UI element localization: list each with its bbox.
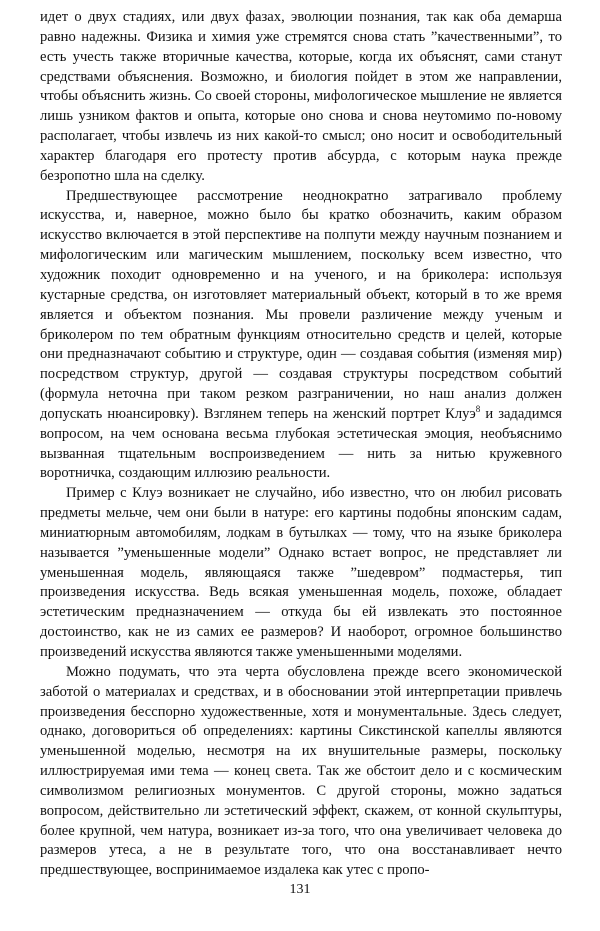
page-text [40,8,562,881]
paragraph-continued: идет о двух стадиях, или двух фазах, эволюции познания, так как оба демарша равно надежны. Физика и химия уже стремятся снова стать ”качественными”, то есть учесть также вторичные качества, которые, когда их объяснят, сами станут средствами объяснения. Возможно, и биология пойдет в этом же направлении, чтобы объяснить жизнь. Со своей стороны, мифологическое мышление не является лишь узником фактов и опыта, которые оно снова и снова неутомимо по-новому располагает, чтобы извлечь из них какой-то смысл; оно носит и освободительный характер благодаря его протесту против абсурда, с которым наука прежде безропотно шла на сделку. [40,9,562,184]
paragraph-text-part: и зададимся вопросом, на чем основана весьма глубокая эстетическая эмоция, необъяснимо вызванная тщательным воспроизведением — нить за нитью кружевного воротничка, создающим иллюзию реальности. [40,405,562,482]
paragraph-economic-concern: Можно подумать, что эта черта обусловлена прежде всего экономической заботой о материалах и средствах, и в обосновании этой интерпретации привлечь произведения бесспорно художественные, хотя и монументальные. Здесь следует, однако, договориться об определениях: картины Сикстинской капеллы являются уменьшенной моделью, несмотря на их внушительные размеры, поскольку иллюстрируемая ими тема — конец света. Так же обстоит дело и с космическим символизмом религиозных монументов. С другой стороны, можно задаться вопросом, действительно ли эстетический эффект, скажем, от конной скульптуры, более крупной, чем натура, возникает из-за того, что она увеличивает человека до размеров утеса, а не в результате того, что она восстанавливает нечто предшествующее, воспринимаемое издалека как утес с пропо- [40,663,562,879]
footnote-reference[interactable]: 8 [475,404,481,415]
paragraph-text-part: Предшествующее рассмотрение неоднократно затрагивало проблему искусства, и, наверное, можно было бы кратко обозначить, каким образом искусство включается в этой перспективе на полпути между научным познанием и мифологическим или магическим мышлением, поскольку всем известно, что художник походит одновременно и на ученого, и на бриколера: используя кустарные средства, он изготовляет материальный объект, который в то же время является и объектом познания. Мы провели различение между ученым и бриколером по тем обратным функциям относительно средств и целей, которые они предназначают событию и структуре, один — создавая события (изменяя мир) посредством структур, другой — создавая структуры посредством событий (формула неточна при таком резком разграничении, но наш анализ должен допускать нюансировку). Взглянем теперь на женский портрет Клуэ [40,187,562,422]
paragraph-art-problem [40,187,562,485]
page-number: 131 [289,882,311,897]
paragraph-clouet-example: Пример с Клуэ возникает не случайно, ибо известно, что он любил рисовать предметы мельче, чем они были в натуре: его картины подобны японским садам, миниатюрным автомобилям, лодкам в бутылках — тому, что на языке бриколера называется ”уменьшенные модели” Однако встает вопрос, не представляет ли уменьшенная модель, являющаяся также ”шедевром” подмастерья, тип произведения искусства. Ведь всякая уменьшенная модель, похоже, обладает эстетическим предназначением — откуда бы ей извлекать это постоянное достоинство, как не из самих ее размеров? И наоборот, огромное большинство произведений искусства являются также уменьшенными моделями. [40,485,562,660]
